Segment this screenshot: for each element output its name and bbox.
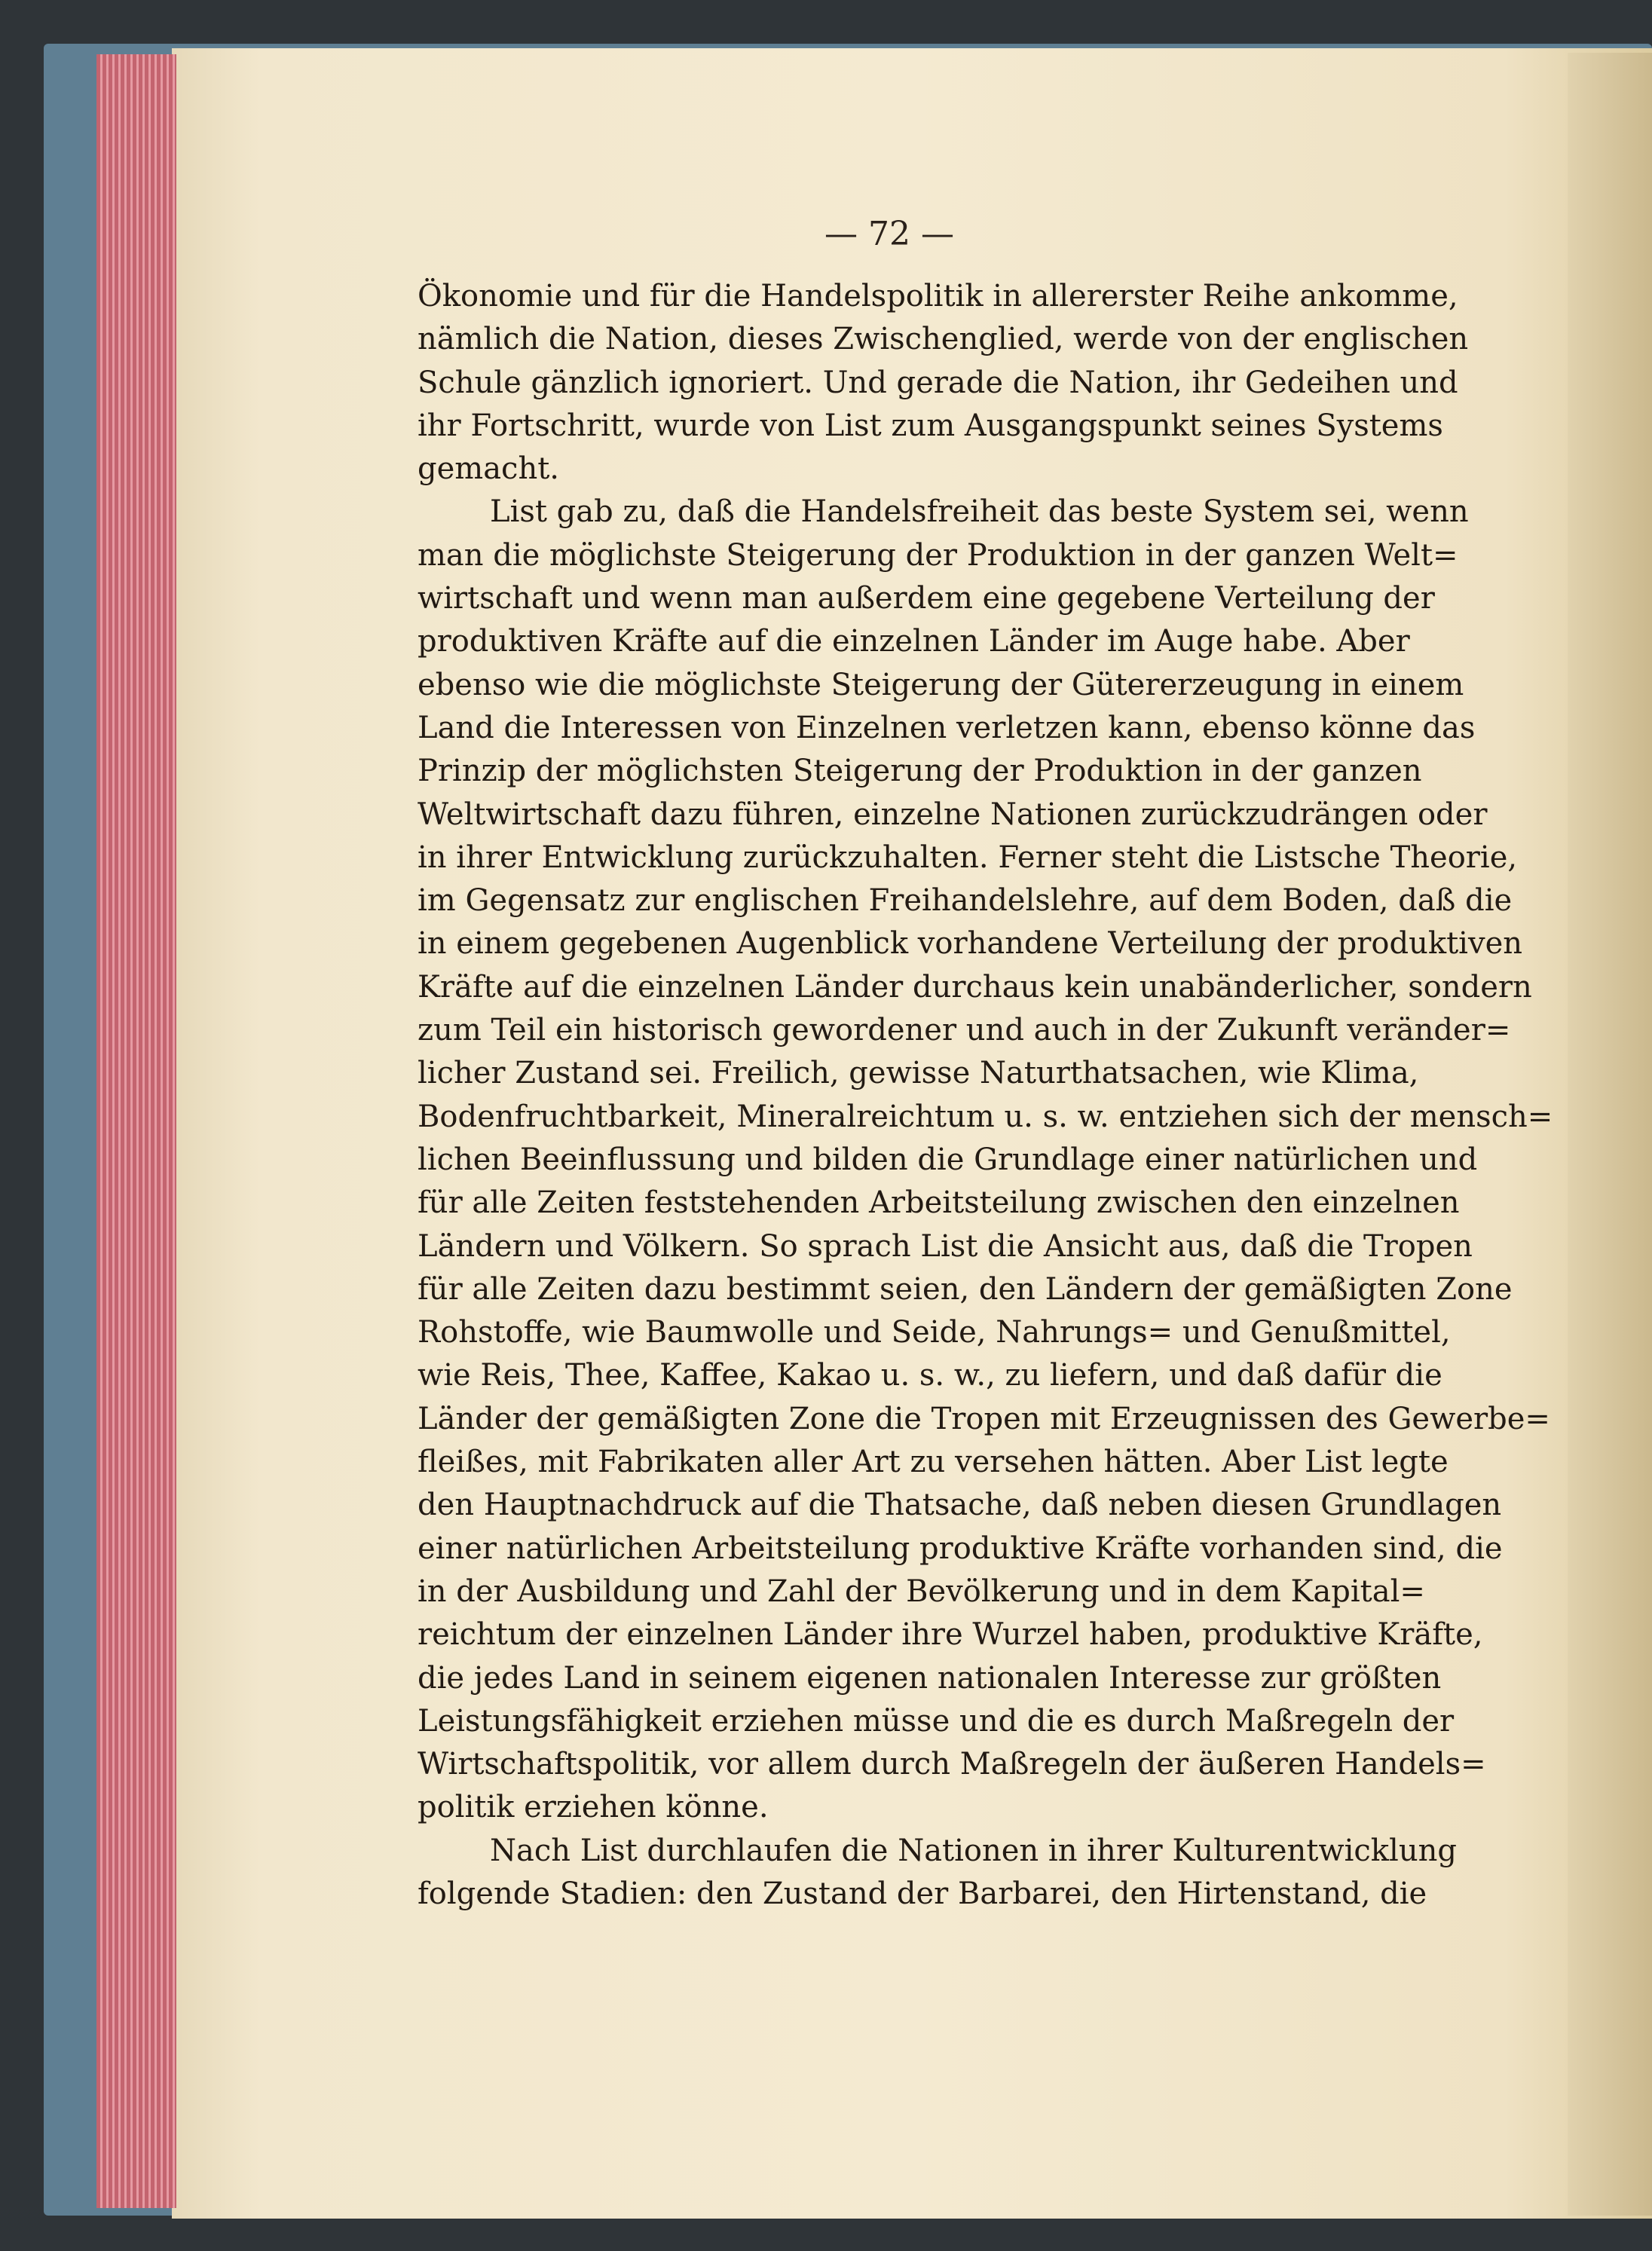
page-edges xyxy=(96,54,176,2208)
text-line: den Hauptnachdruck auf die Thatsache, daß neben diesen Grundlagen xyxy=(418,1488,1502,1523)
text-line: folgende Stadien: den Zustand der Barbarei, den Hirtenstand, die xyxy=(418,1876,1427,1911)
text-line: im Gegensatz zur englischen Freihandelslehre, auf dem Boden, daß die xyxy=(418,883,1513,919)
text-line: Nach List durchlaufen die Nationen in ihrer Kulturentwicklung xyxy=(490,1833,1457,1868)
text-line: Leistungsfähigkeit erziehen müsse und die es durch Maßregeln der xyxy=(418,1703,1455,1739)
text-line: nämlich die Nation, dieses Zwischenglied, werde von der englischen xyxy=(418,322,1469,357)
text-line: in einem gegebenen Augenblick vorhandene Verteilung der produktiven xyxy=(418,926,1522,962)
text-line: wirtschaft und wenn man außerdem eine gegebene Verteilung der xyxy=(418,581,1435,616)
text-line: Länder der gemäßigten Zone die Tropen mit Erzeugnissen des Gewerbe= xyxy=(418,1401,1550,1436)
text-line: politik erziehen könne. xyxy=(418,1790,769,1825)
body-text xyxy=(418,275,1553,1916)
text-line: ebenso wie die möglichste Steigerung der Gütererzeugung in einem xyxy=(418,667,1464,702)
text-line: für alle Zeiten dazu bestimmt seien, den Ländern der gemäßigten Zone xyxy=(418,1271,1513,1307)
text-line: die jedes Land in seinem eigenen nationalen Interesse zur größten xyxy=(418,1660,1442,1696)
text-line: Wirtschaftspolitik, vor allem durch Maßregeln der äußeren Handels= xyxy=(418,1747,1486,1782)
text-line: licher Zustand sei. Freilich, gewisse Naturthatsachen, wie Klima, xyxy=(418,1056,1419,1091)
text-line: produktiven Kräfte auf die einzelnen Länder im Auge habe. Aber xyxy=(418,624,1410,659)
text-line: List gab zu, daß die Handelsfreiheit das beste System sei, wenn xyxy=(490,494,1469,530)
next-page-edge xyxy=(1568,53,1652,2216)
text-line: zum Teil ein historisch gewordener und auch in der Zukunft veränder= xyxy=(418,1013,1511,1048)
text-line: Kräfte auf die einzelnen Länder durchaus kein unabänderlicher, sondern xyxy=(418,969,1532,1005)
text-line: für alle Zeiten feststehenden Arbeitsteilung zwischen den einzelnen xyxy=(418,1185,1460,1221)
text-line: Rohstoffe, wie Baumwolle und Seide, Nahrungs= und Genußmittel, xyxy=(418,1315,1451,1350)
text-line: reichtum der einzelnen Länder ihre Wurzel haben, produktive Kräfte, xyxy=(418,1617,1483,1653)
text-line: in ihrer Entwicklung zurückzuhalten. Ferner steht die Listsche Theorie, xyxy=(418,840,1518,875)
text-line: gemacht. xyxy=(418,451,560,487)
text-line: Bodenfruchtbarkeit, Mineralreichtum u. s. w. entziehen sich der mensch= xyxy=(418,1099,1553,1134)
text-line: einer natürlichen Arbeitsteilung produktive Kräfte vorhanden sind, die xyxy=(418,1531,1503,1566)
text-line: Ländern und Völkern. So sprach List die Ansicht aus, daß die Tropen xyxy=(418,1228,1473,1264)
text-line: fleißes, mit Fabrikaten aller Art zu versehen hätten. Aber List legte xyxy=(418,1445,1449,1480)
text-line: Prinzip der möglichsten Steigerung der Produktion in der ganzen xyxy=(418,754,1422,789)
text-line: Weltwirtschaft dazu führen, einzelne Nationen zurückzudrängen oder xyxy=(418,797,1488,832)
text-line: Schule gänzlich ignoriert. Und gerade die Nation, ihr Gedeihen und xyxy=(418,365,1458,400)
page-number: — 72 — xyxy=(824,215,954,253)
text-line: in der Ausbildung und Zahl der Bevölkerung und in dem Kapital= xyxy=(418,1574,1425,1609)
text-line: Ökonomie und für die Handelspolitik in allererster Reihe ankomme, xyxy=(418,279,1458,313)
text-line: Land die Interessen von Einzelnen verletzen kann, ebenso könne das xyxy=(418,710,1476,745)
text-line: lichen Beeinflussung und bilden die Grundlage einer natürlichen und xyxy=(418,1142,1478,1177)
text-line: wie Reis, Thee, Kaffee, Kakao u. s. w., zu liefern, und daß dafür die xyxy=(418,1358,1442,1393)
text-line: man die möglichste Steigerung der Produktion in der ganzen Welt= xyxy=(418,537,1458,573)
text-line: ihr Fortschritt, wurde von List zum Ausgangspunkt seines Systems xyxy=(418,408,1443,443)
